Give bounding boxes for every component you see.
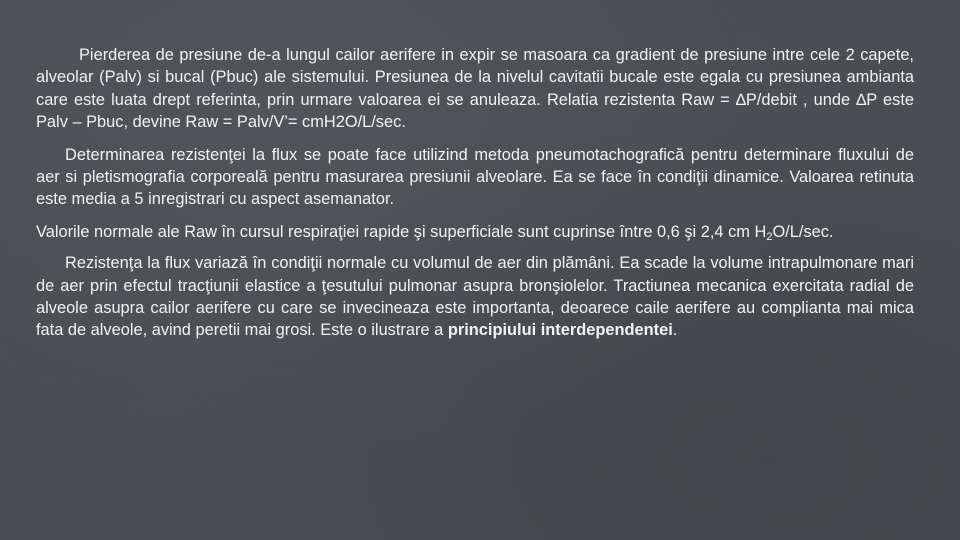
bold-term-interdependence: principiului interdependentei xyxy=(447,321,673,340)
paragraph-text: Rezistenţa la flux variază în condiţii normale cu volumul de aer din plămâni. Ea scade la volume intrapulmonare mari de aer prin efectul tracţiunii elastice a ţesutului pulmonar asupra bronşiolelor. Tractiunea mecanica exercitata radial de alveole asupra cailor aerifere cu care se invecineaza este importanta, deoarece caile aerifere au complianta mai mica fata de alveole, avind peretii mai grosi. Este o ilustrare a xyxy=(36,254,914,340)
paragraph-normal-values xyxy=(36,221,914,243)
paragraph-text-end: . xyxy=(672,321,678,340)
paragraph-text: Determinarea rezistenţei la flux se poate face utilizind metoda pneumotachografică pentru determinare fluxului de aer si pletismografia corporeală pentru masurarea presiunii alveolare. Ea se face în condiţii dinamice. Valoarea retinuta este media a 5 inregistrari cu aspect asemanator. xyxy=(36,145,914,209)
paragraph-text: Pierderea de presiune de-a lungul cailor aerifere in expir se masoara ca gradient de presiune intre cele 2 capete, alveolar (Palv) si bucal (Pbuc) ale sistemului. Presiunea de la nivelul cavitatii bucale este egala cu presiunea ambianta care este luata drept referinta, prin urmare valoarea ei se anuleaza. Relatia rezistenta Raw = ∆P/debit , unde ∆P este Palv – Pbuc, devine Raw = Palv/V’= cmH2O/L/sec. xyxy=(36,46,914,132)
slide-body xyxy=(36,44,914,342)
paragraph-text: Valorile normale ale Raw în cursul respiraţiei rapide şi superficiale sunt cuprinse între 0,6 şi 2,4 cm H xyxy=(36,222,767,241)
paragraph-flow-resistance-variation xyxy=(36,252,914,342)
paragraph-resistance-determination xyxy=(36,144,914,211)
paragraph-airway-pressure-loss xyxy=(36,44,914,134)
subscript-two: 2 xyxy=(766,230,773,243)
paragraph-text-end: O/L/sec. xyxy=(772,222,834,241)
